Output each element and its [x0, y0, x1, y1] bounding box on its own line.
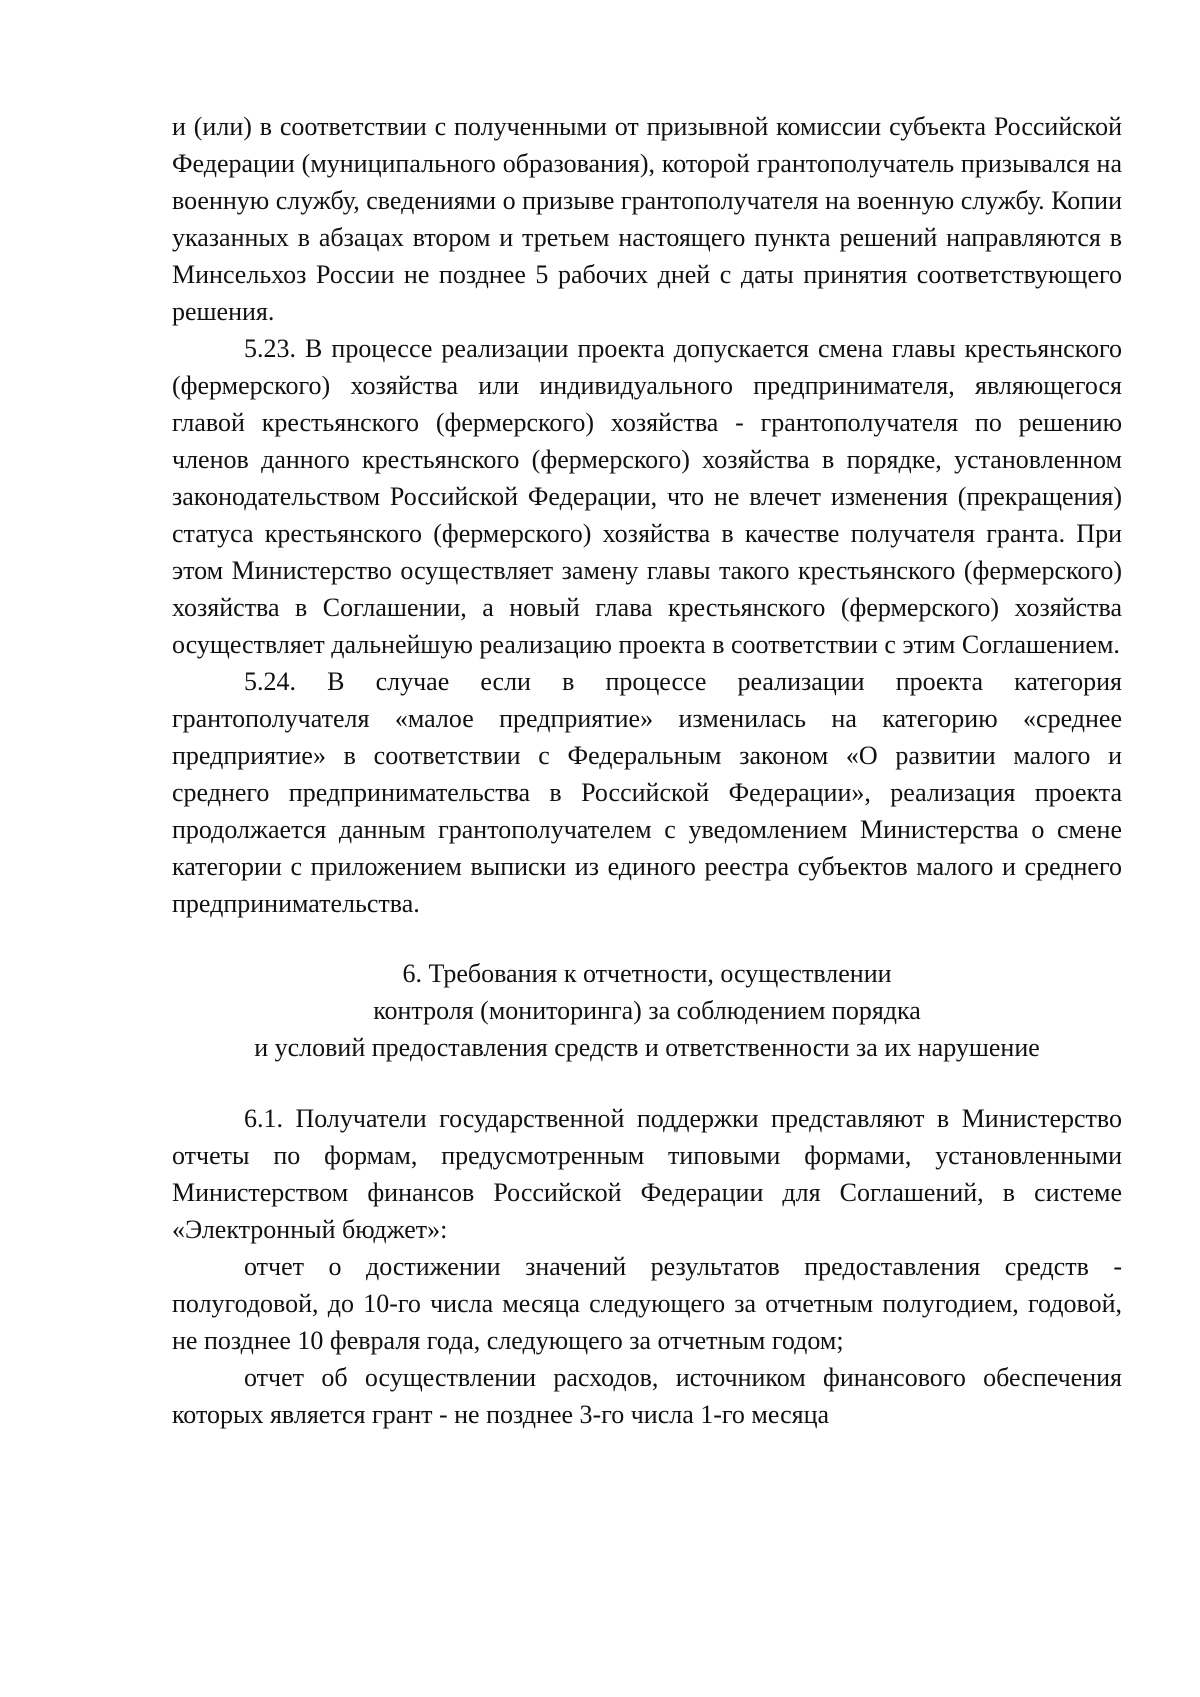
section-heading-line-1: 6. Требования к отчетности, осуществлении — [402, 959, 892, 988]
paragraph-5-23: 5.23. В процессе реализации проекта допускается смена главы крестьянского (фермерского) хозяйства или индивидуального предпринимателя, являющегося главой крестьянского (фермерского) хозяйства - грантополучателя по решению членов данного крестьянского (фермерского) хозяйства в порядке, установленном законодательством Российской Федерации, что не влечет изменения (прекращения) статуса крестьянского (фермерского) хозяйства в качестве получателя гранта. При этом Министерство осуществляет замену главы такого крестьянского (фермерского) хозяйства в Соглашении, а новый глава крестьянского (фермерского) хозяйства осуществляет дальнейшую реализацию проекта в соответствии с этим Соглашением. — [172, 334, 1122, 659]
document-body — [172, 108, 1122, 1433]
section-heading-line-2: контроля (мониторинга) за соблюдением порядка — [373, 996, 921, 1025]
section-6-heading — [172, 955, 1122, 1066]
paragraph-5-24: 5.24. В случае если в процессе реализации проекта категория грантополучателя «малое предприятие» изменилась на категорию «среднее предприятие» в соответствии с Федеральным законом «О развитии малого и среднего предпринимательства в Российской Федерации», реализация проекта продолжается данным грантополучателем с уведомлением Министерства о смене категории с приложением выписки из единого реестра субъектов малого и среднего предпринимательства. — [172, 667, 1122, 918]
paragraph-report-results: отчет о достижении значений результатов предоставления средств - полугодовой, до 10-го числа месяца следующего за отчетным полугодием, годовой, не позднее 10 февраля года, следующего за отчетным годом; — [172, 1252, 1122, 1355]
section-heading-line-3: и условий предоставления средств и ответственности за их нарушение — [254, 1033, 1040, 1062]
paragraph-continuation-5-22: и (или) в соответствии с полученными от призывной комиссии субъекта Российской Федерации (муниципального образования), которой грантополучатель призывался на военную службу, сведениями о призыве грантополучателя на военную службу. Копии указанных в абзацах втором и третьем настоящего пункта решений направляются в Минсельхоз России не позднее 5 рабочих дней с даты принятия соответствующего решения. — [172, 112, 1122, 326]
paragraph-report-expenses: отчет об осуществлении расходов, источником финансового обеспечения которых является грант - не позднее 3-го числа 1-го месяца — [172, 1363, 1122, 1429]
paragraph-6-1: 6.1. Получатели государственной поддержки представляют в Министерство отчеты по формам, предусмотренным типовыми формами, установленными Министерством финансов Российской Федерации для Соглашений, в системе «Электронный бюджет»: — [172, 1104, 1122, 1244]
